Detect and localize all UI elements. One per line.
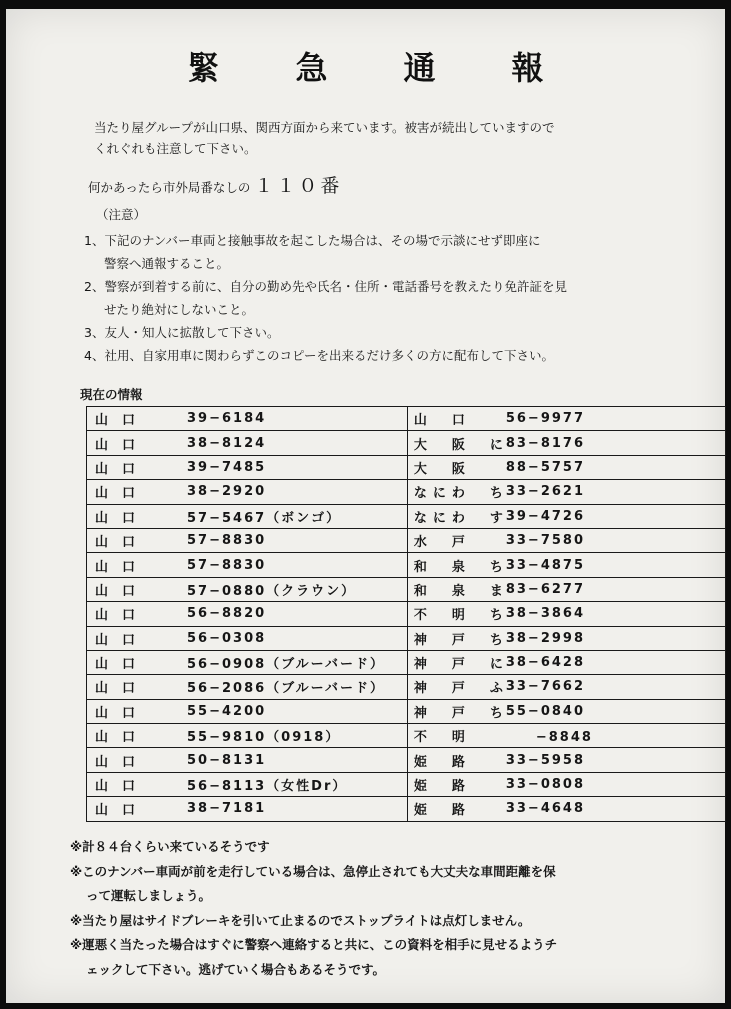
- emergency-prefix: 何かあったら市外局番なしの: [88, 180, 251, 195]
- right-plate-cell: [407, 626, 725, 650]
- intro-line-1: 当たり屋グループが山口県、関西方面から来ています。被害が続出していますので: [94, 120, 555, 135]
- intro-line-2: くれぐれも注意して下さい。: [94, 141, 257, 156]
- table-row: [87, 407, 726, 431]
- plate-region: 姫 路: [413, 779, 471, 795]
- plate-number: 38−2998: [505, 630, 586, 646]
- right-plate-cell: [407, 772, 725, 796]
- note-1-line-1: 1、下記のナンバー車両と接触事故を起こした場合は、その場で示談にせず即座に: [84, 233, 541, 248]
- plate-number: 33−7580: [505, 533, 586, 549]
- plate-number: 39−6184: [187, 411, 267, 427]
- left-plate-cell: [87, 650, 408, 674]
- table-row: [87, 480, 726, 504]
- table-row: [87, 577, 726, 601]
- right-plate-cell: [407, 577, 725, 601]
- plate-number: 38−6428: [505, 655, 586, 671]
- plate-region: 山 口: [413, 413, 471, 429]
- table-row: [87, 602, 726, 626]
- plate-region: 大 阪: [413, 461, 471, 477]
- table-row: [87, 748, 726, 772]
- right-plate-cell: [407, 797, 725, 821]
- plate-number: 56−2086（ブルーバード）: [187, 681, 385, 697]
- table-row: [87, 455, 726, 479]
- right-plate-cell: [407, 431, 725, 455]
- footer-note-3: ※当たり屋はサイドブレーキを引いて止まるのでストップライトは点灯しません。: [70, 912, 531, 928]
- plate-region: 姫 路: [413, 754, 471, 770]
- plate-region: 山口: [95, 681, 150, 697]
- left-plate-cell: [87, 455, 408, 479]
- plate-number: −8848: [505, 730, 593, 746]
- plate-number: 56−8820: [187, 606, 267, 622]
- document-title: 緊 急 通 報: [187, 49, 566, 87]
- footer-note-2-line-2: って運転しましょう。: [86, 888, 212, 903]
- intro-paragraph: [94, 117, 654, 159]
- plate-number: 57−8830: [187, 533, 267, 549]
- plate-region: 山口: [95, 559, 150, 575]
- left-plate-cell: [87, 407, 408, 431]
- plate-number: 56−0308: [187, 630, 267, 646]
- plate-region: 山口: [95, 461, 150, 477]
- table-row: [87, 504, 726, 528]
- footer-note-4-line-1: ※運悪く当たった場合はすぐに警察へ連絡すると共に、この資料を相手に見せるようチ: [70, 937, 558, 952]
- plate-region: 大 阪 に: [413, 437, 509, 453]
- plate-region: 和 泉 ち: [413, 559, 509, 575]
- plate-number: 56−9977: [505, 411, 586, 427]
- plate-region: 山口: [95, 583, 150, 599]
- table-row: [87, 675, 726, 699]
- right-plate-cell: [407, 675, 725, 699]
- plate-region: 和 泉 ま: [413, 583, 509, 599]
- note-1-line-2: 警察へ通報すること。: [104, 256, 230, 271]
- plate-number: 33−5958: [505, 752, 586, 768]
- left-plate-cell: [87, 431, 408, 455]
- section-label: 現在の情報: [80, 387, 143, 402]
- footer-note-4-line-2: ェックして下さい。逃げていく場合もあるそうです。: [86, 961, 386, 977]
- plate-region: 水 戸: [413, 535, 471, 551]
- caution-label: （注意）: [96, 207, 147, 222]
- plate-region: 山口: [95, 535, 150, 551]
- plate-region: 神 戸 に: [413, 657, 509, 673]
- left-plate-cell: [87, 553, 408, 577]
- plate-region: 姫 路: [413, 803, 471, 819]
- plates-table-body: [87, 407, 726, 822]
- plate-region: 神 戸 ち: [413, 632, 509, 648]
- plate-region: 山口: [95, 803, 150, 819]
- plate-region: 山口: [95, 413, 150, 429]
- plate-number: 55−4200: [187, 703, 267, 719]
- plate-number: 33−4875: [505, 557, 586, 573]
- plate-region: 山口: [95, 437, 150, 453]
- plate-region: 山口: [95, 754, 150, 770]
- right-plate-cell: [407, 407, 725, 431]
- plate-number: 83−6277: [505, 581, 586, 597]
- table-row: [87, 772, 726, 796]
- table-row: [87, 626, 726, 650]
- plate-number: 55−9810（0918）: [187, 730, 341, 746]
- plate-number: 33−4648: [505, 801, 586, 817]
- emergency-number: １１０番: [254, 175, 343, 197]
- footer-note-2-line-1: ※このナンバー車両が前を走行している場合は、急停止されても大丈夫な車間距離を保: [70, 863, 556, 879]
- table-row: [87, 699, 726, 723]
- plate-number: 57−0880（クラウン）: [187, 583, 357, 599]
- plate-number: 33−0808: [505, 777, 586, 793]
- plate-region: なにわ す: [413, 510, 509, 526]
- left-plate-cell: [87, 626, 408, 650]
- right-plate-cell: [407, 602, 725, 626]
- plate-region: 神 戸 ふ: [413, 681, 509, 697]
- plate-number: 56−8113（女性Dr）: [187, 779, 348, 795]
- left-plate-cell: [87, 602, 408, 626]
- emergency-line: [88, 171, 342, 198]
- plate-region: 山口: [95, 608, 150, 624]
- table-row: [87, 431, 726, 455]
- note-4-line-1: 4、社用、自家用車に関わらずこのコピーを出来るだけ多くの方に配布して下さい。: [84, 348, 554, 363]
- right-plate-cell: [407, 748, 725, 772]
- note-2-line-1: 2、警察が到着する前に、自分の勤め先や氏名・住所・電話番号を教えたり免許証を見: [84, 279, 567, 294]
- left-plate-cell: [87, 724, 408, 748]
- table-row: [87, 553, 726, 577]
- left-plate-cell: [87, 577, 408, 601]
- plate-number: 55−0840: [505, 703, 586, 719]
- right-plate-cell: [407, 650, 725, 674]
- plate-region: 山口: [95, 657, 150, 673]
- table-row: [87, 528, 726, 552]
- plate-region: 神 戸 ち: [413, 705, 509, 721]
- plate-region: なにわ ち: [413, 486, 509, 502]
- plate-number: 38−8124: [187, 435, 267, 451]
- footer-notes: [70, 835, 690, 982]
- left-plate-cell: [87, 772, 408, 796]
- left-plate-cell: [87, 797, 408, 821]
- plate-region: 山口: [95, 705, 150, 721]
- right-plate-cell: [407, 553, 725, 577]
- plate-number: 33−7662: [505, 679, 586, 695]
- right-plate-cell: [407, 455, 725, 479]
- table-row: [87, 797, 726, 821]
- right-plate-cell: [407, 699, 725, 723]
- plate-number: 33−2621: [505, 484, 586, 500]
- table-row: [87, 650, 726, 674]
- left-plate-cell: [87, 699, 408, 723]
- plate-region: 山口: [95, 510, 150, 526]
- plate-number: 83−8176: [505, 435, 586, 451]
- plate-number: 56−0908（ブルーバード）: [187, 657, 385, 673]
- table-row: [87, 724, 726, 748]
- plate-number: 39−4726: [505, 508, 586, 524]
- plate-number: 38−3864: [505, 606, 586, 622]
- left-plate-cell: [87, 528, 408, 552]
- plates-table: [86, 406, 726, 822]
- plate-number: 38−2920: [187, 484, 267, 500]
- right-plate-cell: [407, 724, 725, 748]
- plate-region: 不 明 ち: [413, 608, 509, 624]
- plate-region: 山口: [95, 730, 150, 746]
- note-2-line-2: せたり絶対にしないこと。: [104, 302, 255, 317]
- plate-number: 39−7485: [187, 459, 267, 475]
- left-plate-cell: [87, 504, 408, 528]
- notes-list: [84, 229, 674, 367]
- document-page: [6, 9, 725, 1003]
- plate-number: 50−8131: [187, 752, 267, 768]
- plate-number: 57−8830: [187, 557, 267, 573]
- plate-region: 山口: [95, 779, 150, 795]
- right-plate-cell: [407, 528, 725, 552]
- plate-number: 88−5757: [505, 459, 586, 475]
- left-plate-cell: [87, 675, 408, 699]
- plate-region: 不 明: [413, 730, 471, 746]
- note-3-line-1: 3、友人・知人に拡散して下さい。: [84, 325, 280, 340]
- right-plate-cell: [407, 504, 725, 528]
- plate-number: 38−7181: [187, 801, 267, 817]
- plate-region: 山口: [95, 486, 150, 502]
- plate-region: 山口: [95, 632, 150, 648]
- left-plate-cell: [87, 748, 408, 772]
- plate-number: 57−5467（ボンゴ）: [187, 510, 342, 526]
- right-plate-cell: [407, 480, 725, 504]
- left-plate-cell: [87, 480, 408, 504]
- footer-note-1: ※計８４台くらい来ているそうです: [70, 839, 270, 854]
